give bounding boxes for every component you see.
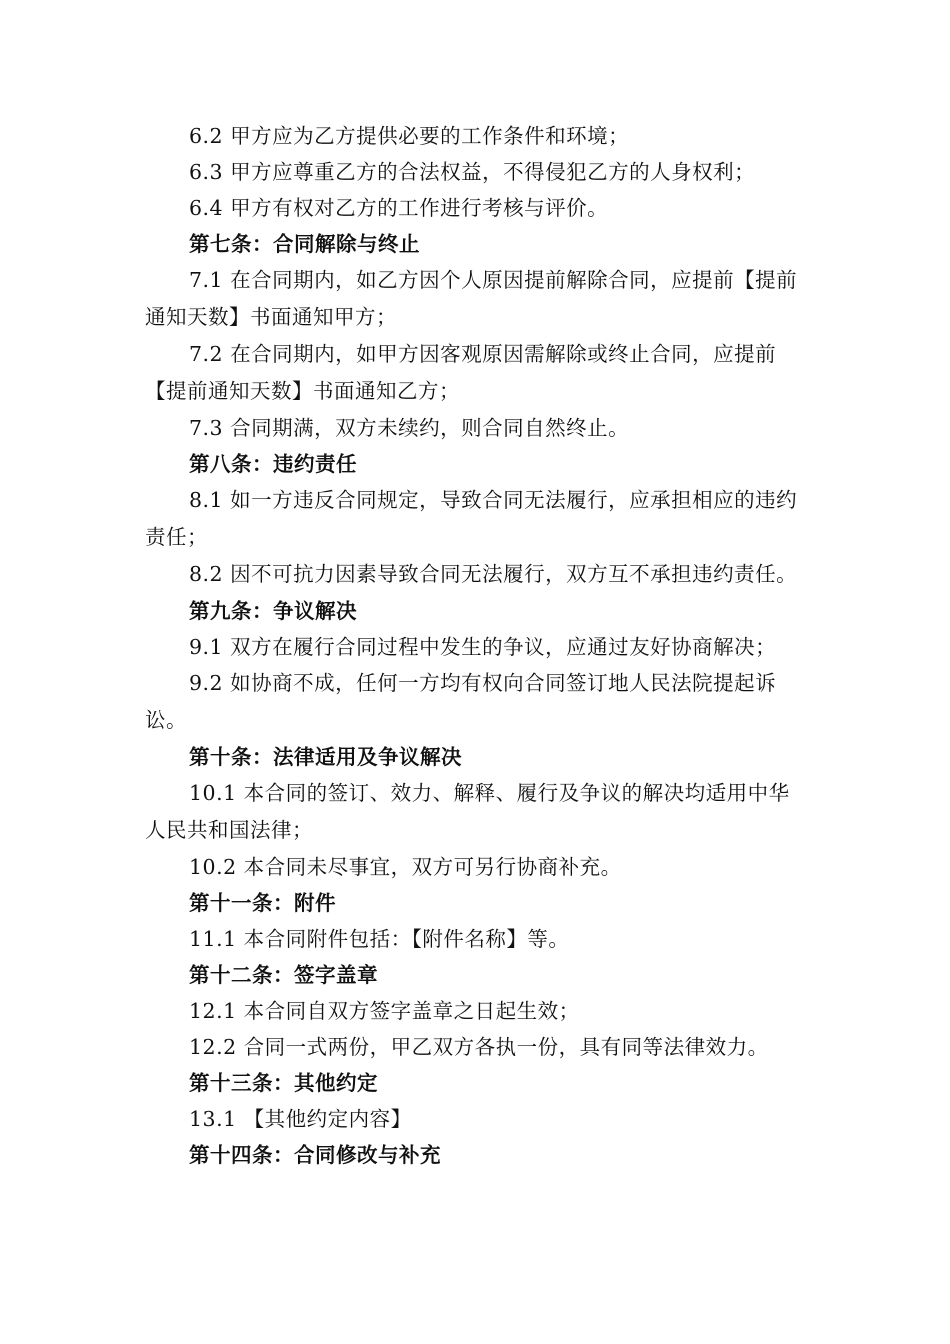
section-heading-7: 第七条：合同解除与终止: [189, 232, 420, 256]
clause-6-3: 6.3 甲方应尊重乙方的合法权益，不得侵犯乙方的人身权利；: [189, 160, 756, 184]
clause-12-1: 12.1 本合同自双方签字盖章之日起生效；: [189, 999, 580, 1023]
clause-13-1: 13.1 【其他约定内容】: [189, 1107, 412, 1131]
clause-7-2: 7.2 在合同期内，如甲方因客观原因需解除或终止合同，应提前【提前通知天数】书面通知乙方；: [145, 342, 777, 403]
clause-7-1: 7.1 在合同期内，如乙方因个人原因提前解除合同，应提前【提前通知天数】书面通知甲方；: [145, 268, 798, 329]
clause-6-2: 6.2 甲方应为乙方提供必要的工作条件和环境；: [189, 124, 630, 148]
section-heading-10: 第十条：法律适用及争议解决: [189, 745, 462, 769]
clause-10-2: 10.2 本合同未尽事宜，双方可另行协商补充。: [189, 855, 622, 879]
section-heading-12: 第十二条：签字盖章: [189, 963, 378, 987]
section-heading-14: 第十四条：合同修改与补充: [189, 1143, 441, 1167]
section-heading-11: 第十一条：附件: [189, 891, 336, 915]
section-heading-9: 第九条：争议解决: [189, 599, 357, 623]
clause-8-2: 8.2 因不可抗力因素导致合同无法履行，双方互不承担违约责任。: [189, 562, 798, 586]
clause-6-4: 6.4 甲方有权对乙方的工作进行考核与评价。: [189, 196, 609, 220]
clause-10-1: 10.1 本合同的签订、效力、解释、履行及争议的解决均适用中华人民共和国法律；: [145, 781, 790, 842]
clause-12-2: 12.2 合同一式两份，甲乙双方各执一份，具有同等法律效力。: [189, 1035, 769, 1059]
contract-body: [145, 118, 810, 1173]
section-heading-13: 第十三条：其他约定: [189, 1071, 378, 1095]
clause-11-1: 11.1 本合同附件包括：【附件名称】等。: [189, 927, 570, 951]
clause-7-3: 7.3 合同期满，双方未续约，则合同自然终止。: [189, 416, 630, 440]
clause-9-2: 9.2 如协商不成，任何一方均有权向合同签订地人民法院提起诉讼。: [145, 671, 777, 732]
clause-8-1: 8.1 如一方违反合同规定，导致合同无法履行，应承担相应的违约责任；: [145, 488, 798, 549]
section-heading-8: 第八条：违约责任: [189, 452, 357, 476]
clause-9-1: 9.1 双方在履行合同过程中发生的争议，应通过友好协商解决；: [189, 635, 777, 659]
